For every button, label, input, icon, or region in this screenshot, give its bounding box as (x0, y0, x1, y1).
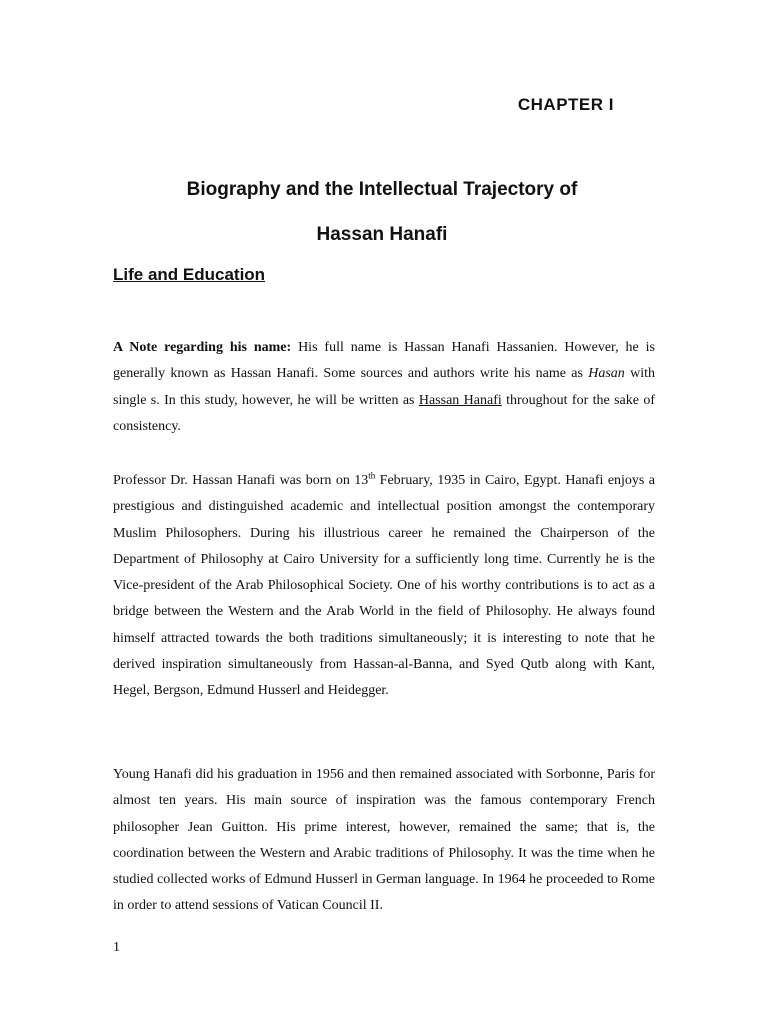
paragraph-text: His full name is Hassan Hanafi Hassanien. However, he is generally known as Hassan Hanafi. Some sources and authors write his name as (113, 340, 655, 382)
chapter-label: CHAPTER I (517, 95, 614, 114)
paragraph-text: with single s. In this study, however, he will be written as (113, 366, 655, 408)
italic-name: Hasan (588, 366, 625, 382)
title-line-1: Biography and the Intellectual Trajectory of (186, 179, 578, 200)
section-heading: Life and Education (113, 265, 266, 284)
page-number: 1 (113, 940, 120, 955)
paragraph-lead: A Note regarding his name: (113, 340, 292, 355)
title-line-2: Hassan Hanafi (316, 224, 448, 245)
paragraph-text: February, 1935 in Cairo, Egypt. Hanafi enjoys a prestigious and distinguished academic and intellectual position amongst the contemporary Muslim Philosophers. During his illustrious career he remained the Chairperson of the Department of Philosophy at Cairo University for a sufficiently long time. Currently he is the Vice-president of the Arab Philosophical Society. One of his worthy contributions is to act as a bridge between the Western and the Arab World in the field of Philosophy. He always found himself attracted towards the both traditions simultaneously; it is interesting to note that he derived inspiration simultaneously from Hassan-al-Banna, and Syed Qutb along with Kant, Hegel, Bergson, Edmund Husserl and Heidegger. (113, 473, 656, 699)
paragraph-biography (113, 468, 655, 705)
paragraph-text: throughout for the sake of consistency. (113, 392, 655, 434)
ordinal-suffix: th (368, 470, 376, 481)
paragraph-name-note (113, 335, 655, 440)
paragraph-education: Young Hanafi did his graduation in 1956 and then remained associated with Sorbonne, Paris for almost ten years. His main source of inspiration was the famous contemporary French philosopher Jean Guitton. His prime interest, however, remained the same; that is, the coordination between the Western and Arabic traditions of Philosophy. It was the time when he studied collected works of Edmund Husserl in German language. In 1964 he proceeded to Rome in order to attend sessions of Vatican Council II. (113, 767, 655, 914)
paragraph-text: Professor Dr. Hassan Hanafi was born on 13 (113, 473, 369, 488)
underlined-name: Hassan Hanafi (418, 392, 502, 408)
